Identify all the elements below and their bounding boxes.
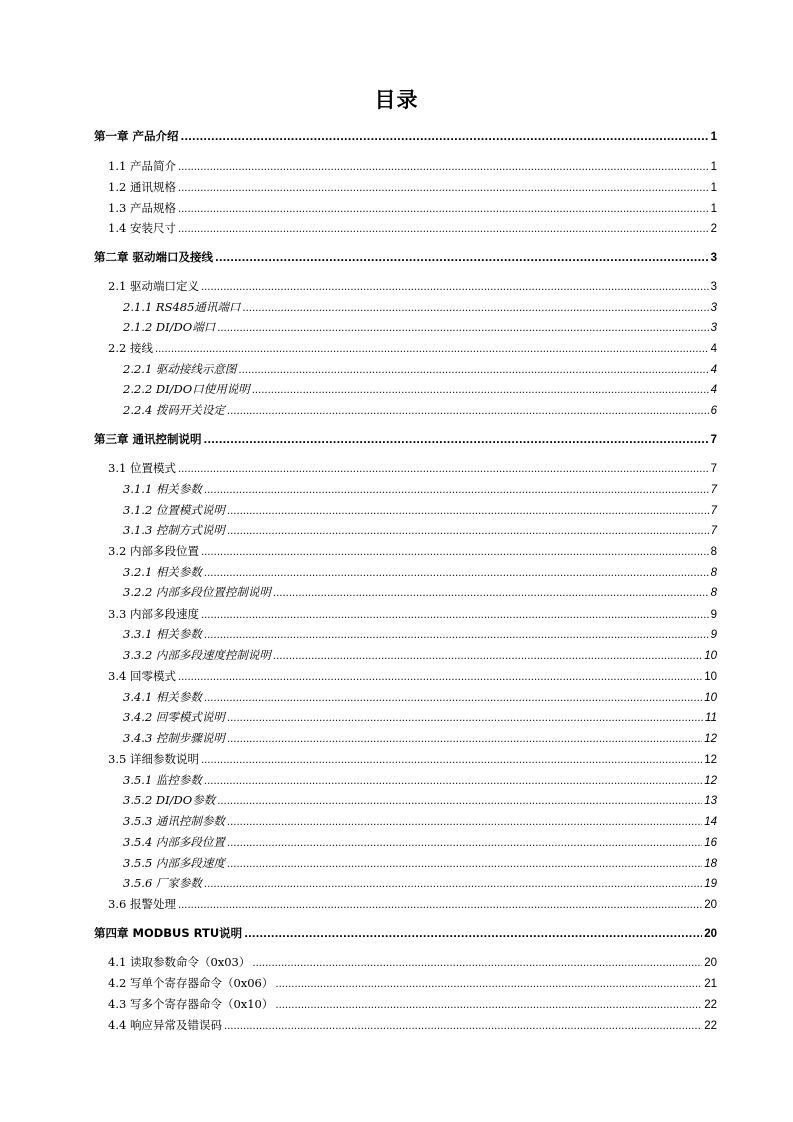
toc-entry-title: 第四章 MODBUS RTU说明: [94, 926, 243, 940]
dot-leader: [155, 344, 709, 355]
toc-entry[interactable]: [94, 431, 717, 447]
toc-entry-title: 1.3 产品规格: [108, 201, 176, 215]
dot-leader: [273, 651, 702, 662]
dot-leader: [178, 162, 709, 173]
toc-entry[interactable]: [108, 278, 717, 294]
toc-entry[interactable]: [108, 606, 717, 622]
dot-leader: [201, 755, 702, 766]
dot-leader: [217, 323, 708, 334]
dot-leader: [215, 253, 709, 264]
toc-entry[interactable]: [108, 220, 717, 236]
toc-entry[interactable]: [94, 249, 717, 265]
toc-entry-title: 3.1 位置模式: [108, 461, 176, 475]
dot-leader: [244, 929, 702, 940]
toc-entry[interactable]: [108, 954, 717, 970]
dot-leader: [204, 568, 709, 579]
toc-entry-page-number: 13: [704, 795, 717, 807]
toc-entry-page-number: 14: [704, 816, 717, 828]
toc-entry-page-number: 4: [710, 364, 717, 376]
dot-leader: [217, 796, 702, 807]
dot-leader: [204, 693, 702, 704]
toc-entry-title: 第二章 驱动端口及接线: [94, 250, 214, 264]
dot-leader: [227, 713, 703, 724]
toc-entry-title: 3.2.2 内部多段位置控制说明: [123, 585, 271, 599]
toc-entry[interactable]: [123, 813, 717, 829]
toc-entry[interactable]: [123, 709, 717, 725]
toc-entry-title: 3.5.4 内部多段位置: [123, 835, 225, 849]
toc-entry[interactable]: [108, 179, 717, 195]
toc-entry-title: 4.1 读取参数命令（0x03）: [108, 955, 251, 969]
toc-entry[interactable]: [123, 834, 717, 850]
toc-entry[interactable]: [123, 299, 717, 315]
toc-entry-title: 3.1.2 位置模式说明: [123, 503, 225, 517]
toc-entry-page-number: 1: [710, 203, 717, 215]
toc-entry[interactable]: [123, 402, 717, 418]
dot-leader: [204, 435, 709, 446]
dot-leader: [178, 900, 702, 911]
toc-entry-page-number: 10: [704, 650, 717, 662]
toc-entry-page-number: 1: [710, 161, 717, 173]
dot-leader: [275, 1000, 702, 1011]
toc-entry-page-number: 22: [704, 1020, 717, 1032]
toc-entry-page-number: 11: [705, 712, 717, 724]
toc-entry-title: 3.4.1 相关参数: [123, 690, 202, 704]
dot-leader: [178, 204, 709, 215]
toc-entry-title: 3.5.3 通讯控制参数: [123, 814, 225, 828]
dot-leader: [227, 406, 709, 417]
toc-entry[interactable]: [94, 925, 717, 941]
toc-entry[interactable]: [123, 730, 717, 746]
toc-entry-page-number: 22: [704, 999, 717, 1011]
toc-entry[interactable]: [123, 502, 717, 518]
toc-entry-page-number: 7: [710, 434, 717, 446]
toc-entry-title: 4.2 写单个寄存器命令（0x06）: [108, 976, 274, 990]
toc-entry-page-number: 4: [710, 343, 717, 355]
dot-leader: [224, 1021, 702, 1032]
dot-leader: [178, 224, 709, 235]
toc-entry-title: 1.1 产品简介: [108, 159, 176, 173]
toc-entry-title: 3.3.2 内部多段速度控制说明: [123, 648, 271, 662]
dot-leader: [238, 365, 708, 376]
dot-leader: [204, 630, 709, 641]
dot-leader: [201, 547, 709, 558]
toc-entry-title: 第三章 通讯控制说明: [94, 432, 202, 446]
toc-entry-page-number: 16: [704, 837, 717, 849]
dot-leader: [227, 817, 702, 828]
toc-entry[interactable]: [108, 340, 717, 356]
dot-leader: [227, 506, 709, 517]
toc-entry-page-number: 9: [710, 609, 717, 621]
toc-entry-title: 3.3.1 相关参数: [123, 627, 202, 641]
toc-entry[interactable]: [108, 896, 717, 912]
toc-entry[interactable]: [123, 626, 717, 642]
toc-entry-title: 3.6 报警处理: [108, 897, 176, 911]
dot-leader: [227, 734, 702, 745]
toc-entry-title: 3.5.1 监控参数: [123, 773, 202, 787]
dot-leader: [178, 672, 702, 683]
toc-entry-page-number: 9: [710, 629, 717, 641]
toc-entry-page-number: 8: [710, 546, 717, 558]
toc-entry-title: 2.2.4 拨码开关设定: [123, 403, 225, 417]
toc-entry[interactable]: [123, 481, 717, 497]
dot-leader: [201, 282, 709, 293]
toc-entry[interactable]: [108, 460, 717, 476]
toc-entry-title: 2.2.1 驱动接线示意图: [123, 362, 237, 376]
toc-entry[interactable]: [123, 564, 717, 580]
toc-entry-title: 1.4 安装尺寸: [108, 221, 176, 235]
dot-leader: [201, 610, 709, 621]
toc-entry[interactable]: [108, 158, 717, 174]
toc-entry-page-number: 6: [710, 405, 717, 417]
dot-leader: [227, 526, 709, 537]
toc-entry-title: 2.1.1 RS485通讯端口: [123, 300, 241, 314]
toc-entry-title: 1.2 通讯规格: [108, 180, 176, 194]
toc-entry-page-number: 2: [710, 223, 717, 235]
toc-entry-title: 3.2 内部多段位置: [108, 544, 199, 558]
toc-entry[interactable]: [123, 361, 717, 377]
toc-entry-page-number: 1: [710, 131, 717, 143]
toc-entry-title: 3.5 详细参数说明: [108, 752, 199, 766]
toc-entry-title: 4.4 响应异常及错误码: [108, 1018, 222, 1032]
toc-entry-page-number: 7: [710, 525, 717, 537]
dot-leader: [204, 776, 702, 787]
toc-entry[interactable]: [123, 875, 717, 891]
toc-entry-title: 3.4.3 控制步骤说明: [123, 731, 225, 745]
toc-entry-title: 3.5.6 厂家参数: [123, 876, 202, 890]
toc-entry-title: 3.1.1 相关参数: [123, 482, 202, 496]
toc-entry-title: 2.2 接线: [108, 341, 153, 355]
toc-entry-title: 4.3 写多个寄存器命令（0x10）: [108, 997, 274, 1011]
toc-entry-page-number: 10: [704, 692, 717, 704]
dot-leader: [181, 132, 709, 143]
dot-leader: [273, 588, 709, 599]
toc-entry-page-number: 10: [704, 671, 717, 683]
toc-entry-page-number: 18: [704, 858, 717, 870]
toc-entry-page-number: 12: [704, 754, 717, 766]
toc-entry[interactable]: [108, 543, 717, 559]
toc-entry[interactable]: [123, 381, 717, 397]
toc-entry-page-number: 19: [704, 878, 717, 890]
dot-leader: [252, 958, 702, 969]
dot-leader: [178, 183, 709, 194]
toc-entry-title: 3.2.1 相关参数: [123, 565, 202, 579]
toc-entry-page-number: 21: [704, 978, 717, 990]
toc-entry[interactable]: [108, 200, 717, 216]
toc-entry[interactable]: [108, 996, 717, 1012]
toc-entry-title: 第一章 产品介绍: [94, 129, 179, 143]
toc-entry-page-number: 8: [710, 587, 717, 599]
toc-entry-page-number: 20: [704, 899, 717, 911]
toc-entry[interactable]: [123, 647, 717, 663]
toc-entry-page-number: 3: [710, 302, 717, 314]
toc-entry-page-number: 3: [710, 252, 717, 264]
toc-entry-title: 3.5.2 DI/DO参数: [123, 793, 216, 807]
dot-leader: [178, 464, 709, 475]
toc-entry[interactable]: [108, 975, 717, 991]
toc-entry-page-number: 20: [704, 928, 717, 940]
dot-leader: [275, 979, 702, 990]
toc-entry-title: 3.1.3 控制方式说明: [123, 523, 225, 537]
dot-leader: [227, 859, 702, 870]
toc-entry-page-number: 12: [704, 733, 717, 745]
dot-leader: [204, 485, 709, 496]
toc-entry-page-number: 1: [710, 182, 717, 194]
toc-entry[interactable]: [123, 772, 717, 788]
toc-entry-page-number: 3: [710, 281, 717, 293]
dot-leader: [227, 838, 702, 849]
toc-entry-page-number: 7: [710, 484, 717, 496]
toc-entry-title: 3.5.5 内部多段速度: [123, 856, 225, 870]
toc-entry-title: 2.2.2 DI/DO口使用说明: [123, 382, 250, 396]
toc-entry[interactable]: [123, 689, 717, 705]
dot-leader: [242, 303, 708, 314]
dot-leader: [252, 385, 709, 396]
toc-entry-title: 2.1.2 DI/DO端口: [123, 320, 216, 334]
toc-entry-title: 3.4.2 回零模式说明: [123, 710, 225, 724]
toc-entry-title: 3.3 内部多段速度: [108, 607, 199, 621]
toc-entry[interactable]: [108, 1017, 717, 1033]
toc-entry[interactable]: [108, 668, 717, 684]
toc-entry[interactable]: [123, 792, 717, 808]
toc-entry-title: 3.4 回零模式: [108, 669, 176, 683]
toc-entry-page-number: 7: [710, 505, 717, 517]
toc-entry-page-number: 4: [710, 384, 717, 396]
toc-entry[interactable]: [123, 855, 717, 871]
page-title: 目录: [374, 88, 419, 112]
toc-entry-page-number: 20: [704, 957, 717, 969]
toc-entry-page-number: 3: [710, 322, 717, 334]
toc-entry[interactable]: [108, 751, 717, 767]
dot-leader: [204, 879, 702, 890]
toc-entry[interactable]: [123, 319, 717, 335]
toc-entry-page-number: 8: [710, 567, 717, 579]
toc-entry[interactable]: [94, 128, 717, 144]
toc-entry-page-number: 7: [710, 463, 717, 475]
toc-entry-page-number: 12: [704, 775, 717, 787]
toc-entry[interactable]: [123, 522, 717, 538]
toc-entry[interactable]: [123, 584, 717, 600]
toc-entry-title: 2.1 驱动端口定义: [108, 279, 199, 293]
